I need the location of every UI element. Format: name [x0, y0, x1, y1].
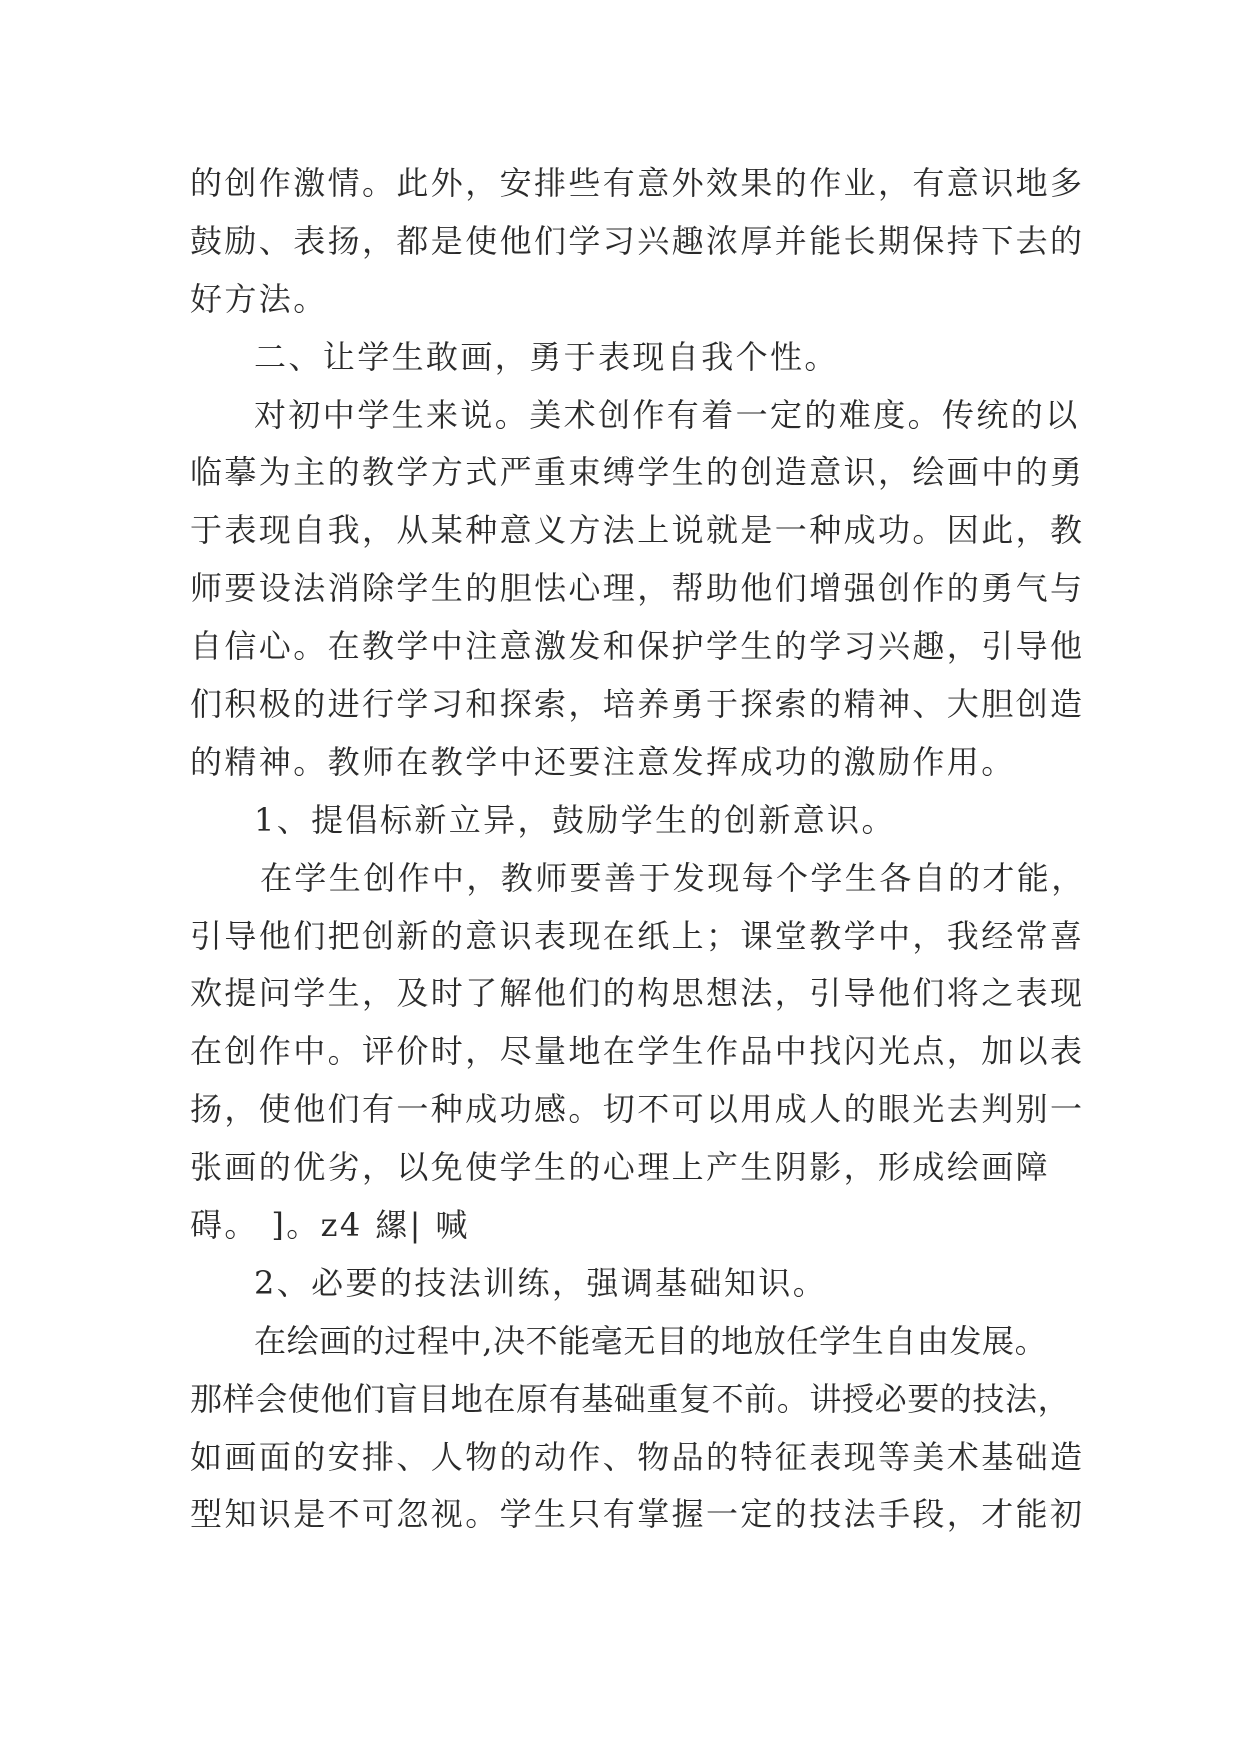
paragraph-line: 的精神。教师在教学中还要注意发挥成功的激励作用。 — [190, 742, 1016, 781]
paragraph-line: 的创作激情。此外，安排些有意外效果的作业，有意识地多 — [190, 164, 1085, 202]
paragraph-line: 自信心。在教学中注意激发和保护学生的学习兴趣，引导他 — [190, 627, 1085, 666]
paragraph-line: 在绘画的过程中,决不能毫无目的地放任学生自由发展。 — [254, 1321, 1048, 1360]
paragraph-line: 引导他们把创新的意识表现在纸上；课堂教学中，我经常喜 — [190, 916, 1085, 955]
paragraph-line: 张画的优劣，以免使学生的心理上产生阴影，形成绘画障 — [190, 1148, 1051, 1187]
paragraph-line: 在创作中。评价时，尽量地在学生作品中找闪光点，加以表 — [190, 1032, 1085, 1071]
paragraph-line: 鼓励、表扬，都是使他们学习兴趣浓厚并能长期保持下去的 — [190, 221, 1085, 260]
paragraph-line: 临摹为主的教学方式严重束缚学生的创造意识，绘画中的勇 — [190, 453, 1085, 492]
subsection-heading: 1、提倡标新立异，鼓励学生的创新意识。 — [254, 800, 896, 839]
document-body — [190, 155, 1086, 1544]
paragraph-line: 们积极的进行学习和探索，培养勇于探索的精神、大胆创造 — [190, 685, 1085, 724]
paragraph-line: 好方法。 — [190, 279, 328, 318]
paragraph-line: 于表现自我，从某种意义方法上说就是一种成功。因此，教 — [190, 511, 1085, 550]
paragraph-line: 在学生创作中，教师要善于发现每个学生各自的才能， — [260, 858, 1086, 897]
paragraph-line: 欢提问学生，及时了解他们的构思想法，引导他们将之表现 — [190, 974, 1085, 1013]
paragraph-line: 如画面的安排、人物的动作、物品的特征表现等美术基础造 — [190, 1437, 1085, 1476]
subsection-heading: 2、必要的技法训练，强调基础知识。 — [254, 1263, 828, 1302]
paragraph-line: 碍。 ]。z4 縲| 喊 — [190, 1206, 470, 1245]
paragraph-line: 扬，使他们有一种成功感。切不可以用成人的眼光去判别一 — [190, 1090, 1085, 1129]
paragraph-line: 师要设法消除学生的胆怯心理，帮助他们增强创作的勇气与 — [190, 569, 1085, 608]
section-heading: 二、让学生敢画，勇于表现自我个性。 — [254, 337, 839, 376]
paragraph-line: 对初中学生来说。美术创作有着一定的难度。传统的以 — [254, 395, 1080, 434]
paragraph-line: 那样会使他们盲目地在原有基础重复不前。讲授必要的技法， — [190, 1379, 1071, 1418]
paragraph-line: 型知识是不可忽视。学生只有掌握一定的技法手段，才能初 — [190, 1495, 1085, 1534]
